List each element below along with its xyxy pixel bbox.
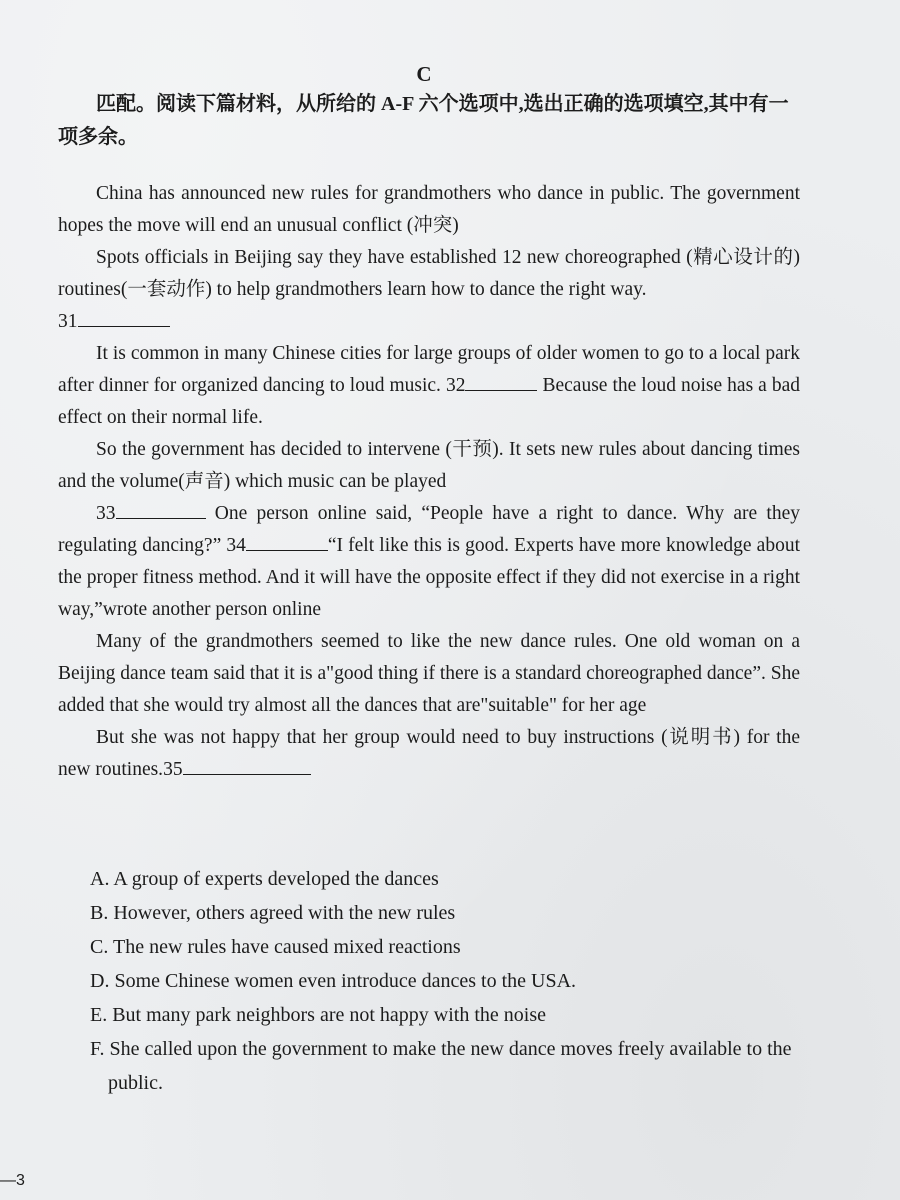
option-letter: F.: [90, 1038, 105, 1060]
paragraph-7-text: But she was not happy that her group would need to buy instructions (说明书) for the new routines.: [58, 727, 800, 780]
blank-number-33: 33: [96, 503, 116, 524]
paragraph-5: [58, 498, 800, 626]
option-letter: B.: [90, 902, 109, 924]
option-letter: A.: [90, 868, 110, 890]
option-letter: D.: [90, 970, 110, 992]
option-letter: E.: [90, 1004, 108, 1026]
page-number: —3: [0, 1172, 25, 1189]
paragraph-7: [58, 722, 800, 786]
paragraph-6: Many of the grandmothers seemed to like the new dance rules. One old woman on a Beijing dance team said that it is a"good thing if there is a standard choreographed dance”. She added that she would try almost all the dances that are"suitable" for her age: [58, 631, 800, 716]
option-b: [90, 896, 810, 930]
option-e: [90, 998, 810, 1032]
option-text: The new rules have caused mixed reactions: [112, 936, 461, 958]
blank-number-35: 35: [163, 759, 183, 780]
answer-blank-31[interactable]: [78, 308, 170, 327]
option-text: A group of experts developed the dances: [113, 868, 439, 890]
blank-number-34: 34: [226, 535, 246, 556]
answer-blank-35[interactable]: [183, 756, 311, 775]
option-text: But many park neighbors are not happy with the noise: [112, 1004, 547, 1026]
option-a: [90, 862, 810, 896]
paragraph-2: Spots officials in Beijing say they have established 12 new choreographed (精心设计的) routines(一套动作) to help grandmothers learn how to dance the right way.: [58, 247, 800, 300]
answer-blank-33[interactable]: [116, 500, 206, 519]
option-letter: C.: [90, 936, 109, 958]
option-text: Some Chinese women even introduce dances to the USA.: [114, 970, 577, 992]
paragraph-blank-31: [58, 306, 800, 338]
paragraph-3: [58, 338, 800, 434]
blank-number-32: 32: [445, 375, 466, 396]
option-text: However, others agreed with the new rules: [113, 902, 456, 924]
option-text: She called upon the government to make the new dance moves freely available to the public.: [108, 1038, 792, 1094]
paragraph-5-middle: One person online said, “People have a right to dance. Why are they regulating dancing?”: [58, 503, 800, 556]
answer-options: [90, 862, 810, 1100]
option-f: [90, 1032, 810, 1100]
answer-blank-32[interactable]: [465, 372, 537, 391]
option-d: [90, 964, 810, 998]
paragraph-5-tail: “I felt like this is good. Experts have more knowledge about the proper fitness method. And it will have the opposite effect if they did not exercise in a right way,”wrote another person online: [58, 535, 800, 620]
paragraph-3-text: It is common in many Chinese cities for large groups of older women to go to a local park after dinner for organized dancing to loud music.: [58, 343, 800, 396]
reading-passage: [58, 178, 800, 786]
section-letter: C: [416, 62, 432, 86]
paragraph-1: China has announced new rules for grandmothers who dance in public. The government hopes the move will end an unusual conflict (冲突): [58, 183, 800, 236]
blank-number-31: 31: [58, 311, 78, 332]
matching-instruction: 匹配。阅读下篇材料，从所给的 A-F 六个选项中,选出正确的选项填空,其中有一项多余。: [58, 93, 789, 148]
paragraph-4: So the government has decided to intervene (干预). It sets new rules about dancing times and the volume(声音) which music can be played: [58, 439, 800, 492]
option-c: [90, 930, 810, 964]
answer-blank-34[interactable]: [246, 532, 328, 551]
paragraph-3-tail: Because the loud noise has a bad effect on their normal life.: [58, 375, 800, 428]
